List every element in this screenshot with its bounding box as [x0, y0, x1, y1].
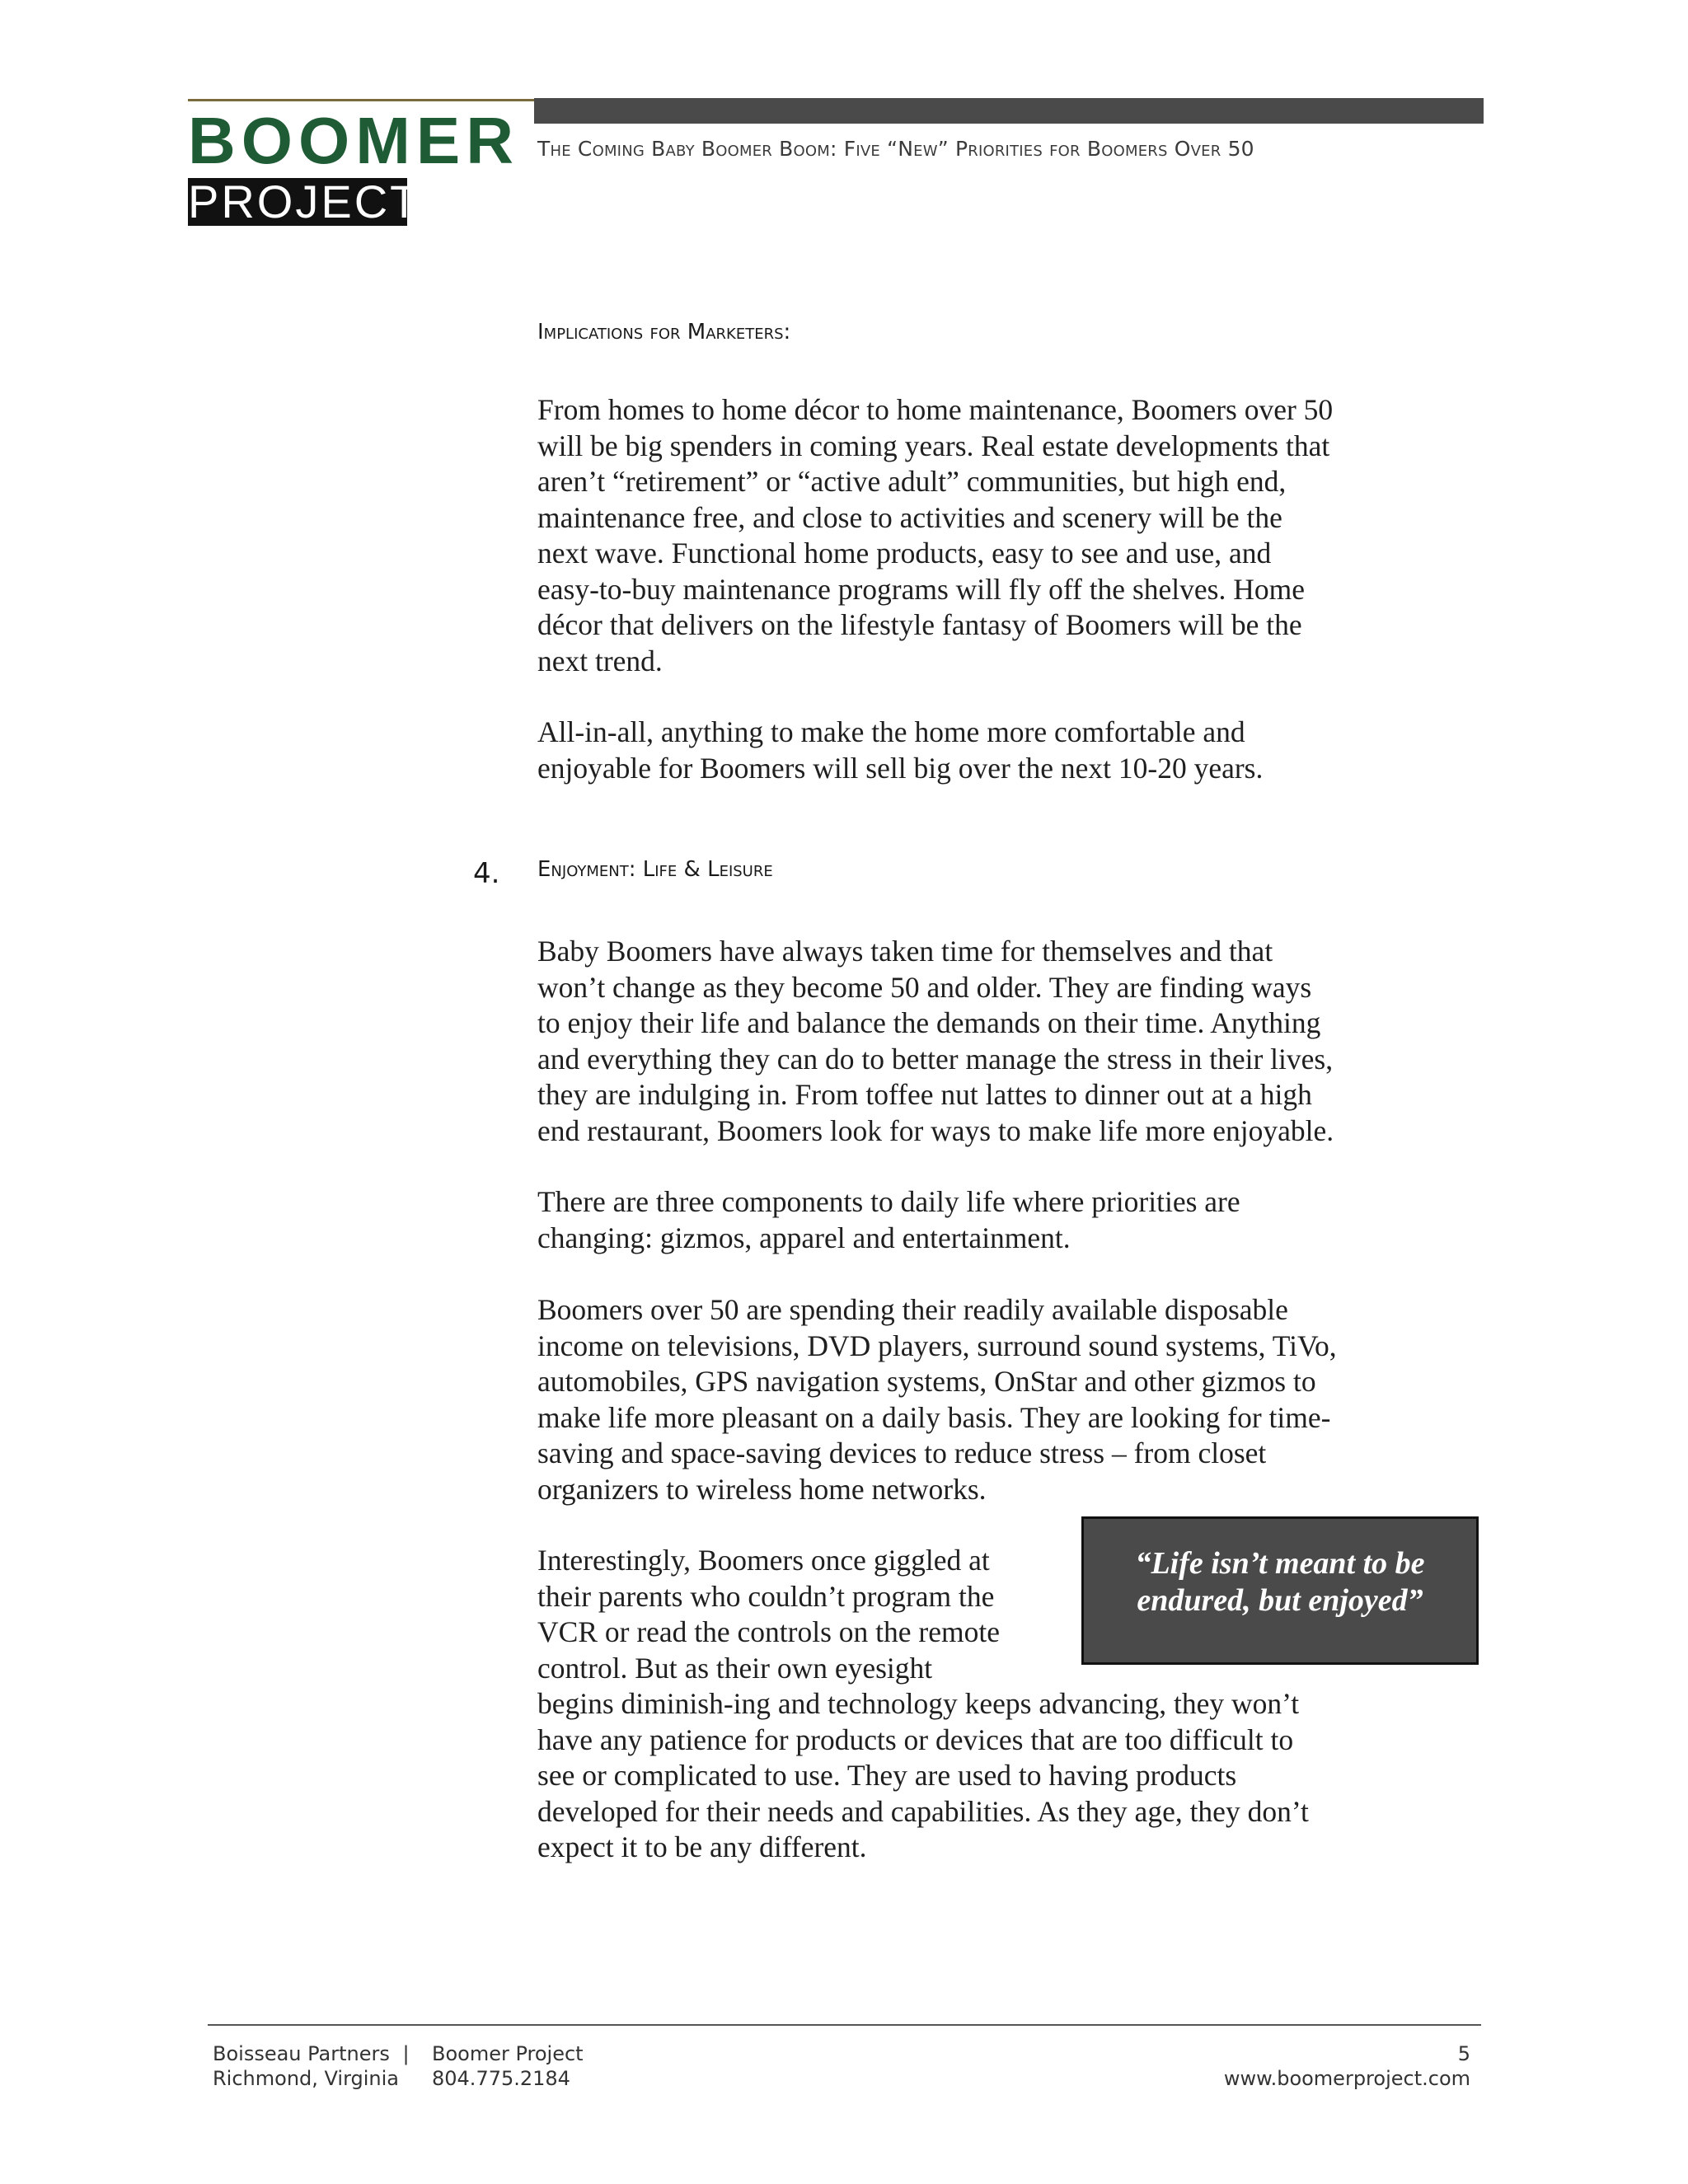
- text-line: Interestingly, Boomers once giggled at: [537, 1544, 990, 1577]
- section-paragraph-3: [537, 1292, 1337, 1507]
- pull-quote-line: endured, but enjoyed”: [1137, 1583, 1423, 1618]
- text-line: maintenance free, and close to activities and scenery will be the: [537, 500, 1282, 534]
- implications-paragraph-1: [537, 392, 1333, 679]
- text-line: won’t change as they become 50 and older. They are finding ways: [537, 970, 1312, 1004]
- text-line: see or complicated to use. They are used to having products: [537, 1759, 1237, 1792]
- text-line: expect it to be any different.: [537, 1830, 867, 1863]
- text-line: saving and space-saving devices to reduce stress – from closet: [537, 1436, 1267, 1469]
- logo-rule: [188, 99, 534, 101]
- implications-paragraph-2: [537, 715, 1263, 786]
- text-line: next trend.: [537, 644, 663, 677]
- text-line: to enjoy their life and balance the demands on their time. Anything: [537, 1006, 1321, 1039]
- text-line: aren’t “retirement” or “active adult” communities, but high end,: [537, 465, 1287, 498]
- text-line: will be big spenders in coming years. Real estate developments that: [537, 429, 1330, 462]
- text-line: All-in-all, anything to make the home more comfortable and: [537, 715, 1245, 748]
- text-line: easy-to-buy maintenance programs will fly off the shelves. Home: [537, 572, 1305, 606]
- implications-heading: Implications for Marketers:: [537, 320, 791, 344]
- pull-quote-line: “Life isn’t meant to be: [1135, 1546, 1425, 1581]
- text-line: Baby Boomers have always taken time for themselves and that: [537, 935, 1273, 968]
- text-line: have any patience for products or devices that are too difficult to: [537, 1722, 1294, 1756]
- section-paragraph-1: [537, 934, 1334, 1149]
- section-number: 4.: [473, 857, 500, 890]
- footer-project: Boomer Project: [432, 2042, 584, 2065]
- text-line: enjoyable for Boomers will sell big over the next 10-20 years.: [537, 751, 1264, 785]
- text-line: and everything they can do to better manage the stress in their lives,: [537, 1042, 1334, 1076]
- text-line: organizers to wireless home networks.: [537, 1472, 987, 1506]
- text-line: VCR or read the controls on the remote: [537, 1615, 1000, 1648]
- text-line: end restaurant, Boomers look for ways to make life more enjoyable.: [537, 1113, 1334, 1147]
- section-heading: Enjoyment: Life & Leisure: [537, 857, 773, 882]
- document-title: The Coming Baby Boomer Boom: Five “New” Priorities for Boomers Over 50: [537, 137, 1254, 161]
- footer-company-name: Boisseau Partners: [213, 2042, 390, 2065]
- footer-website[interactable]: www.boomerproject.com: [1223, 2067, 1470, 2090]
- footer-city: Richmond, Virginia: [213, 2067, 400, 2090]
- logo-project-text: PROJECT: [188, 176, 421, 227]
- text-line: décor that delivers on the lifestyle fantasy of Boomers will be the: [537, 608, 1302, 641]
- text-line: next wave. Functional home products, easy to see and use, and: [537, 537, 1272, 569]
- text-line: There are three components to daily life where priorities are: [537, 1185, 1240, 1218]
- text-line: their parents who couldn’t program the: [537, 1579, 995, 1613]
- footer-phone: 804.775.2184: [432, 2067, 570, 2090]
- text-line: automobiles, GPS navigation systems, OnStar and other gizmos to: [537, 1365, 1316, 1398]
- page-number: 5: [1457, 2042, 1470, 2065]
- text-line: they are indulging in. From toffee nut lattes to dinner out at a high: [537, 1078, 1312, 1111]
- text-line: make life more pleasant on a daily basis. They are looking for time-: [537, 1400, 1331, 1434]
- text-line: Boomers over 50 are spending their readily available disposable: [537, 1293, 1288, 1326]
- text-line: changing: gizmos, apparel and entertainment.: [537, 1221, 1071, 1254]
- text-line: From homes to home décor to home maintenance, Boomers over 50: [537, 393, 1334, 426]
- text-line: income on televisions, DVD players, surround sound systems, TiVo,: [537, 1329, 1337, 1362]
- footer-rule: [208, 2024, 1481, 2026]
- section-paragraph-2: [537, 1184, 1240, 1256]
- text-line: developed for their needs and capabilities. As they age, they don’t: [537, 1794, 1309, 1828]
- text-line: control. But as their own eyesight: [537, 1651, 933, 1685]
- pull-quote-box: [1081, 1516, 1479, 1665]
- text-line: begins diminish-ing and technology keeps advancing, they won’t: [537, 1687, 1300, 1720]
- header-bar: [534, 98, 1484, 124]
- logo-boomer-text: BOOMER: [188, 104, 519, 177]
- footer-separator: |: [402, 2042, 410, 2065]
- footer-company: [213, 2041, 410, 2066]
